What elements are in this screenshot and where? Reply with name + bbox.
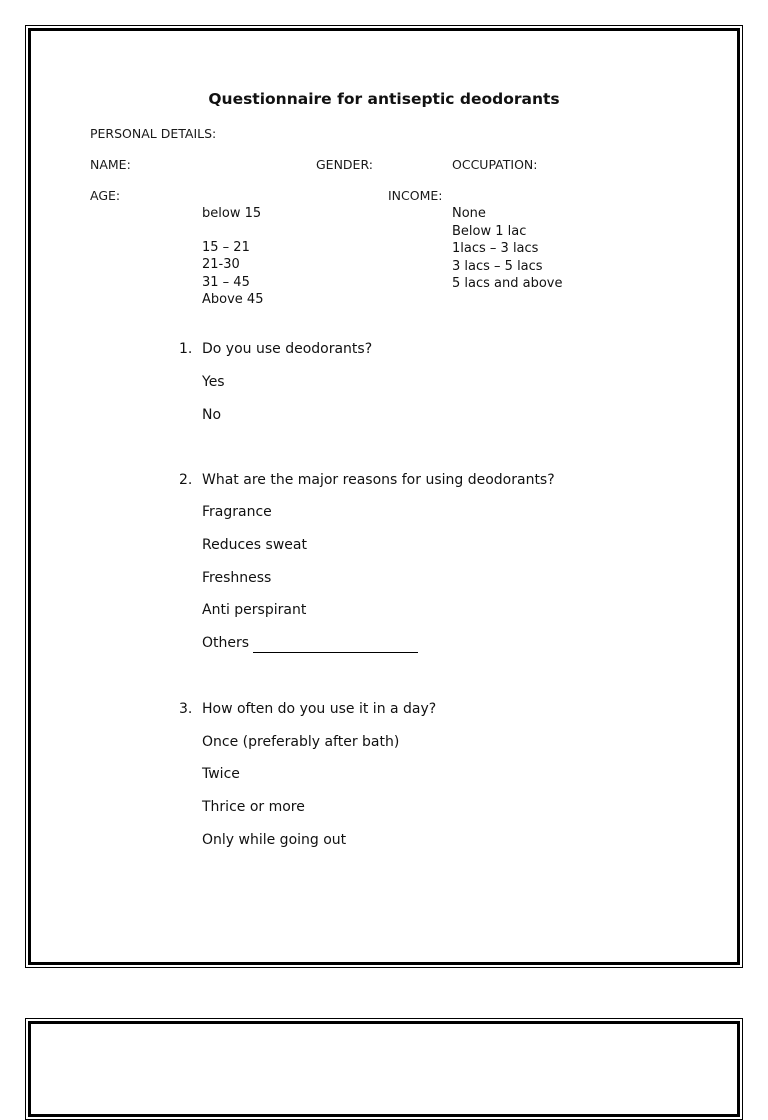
gender-label: GENDER: — [316, 157, 373, 172]
answer-option: Thrice or more — [202, 799, 305, 815]
income-option: None — [452, 206, 486, 221]
income-option: 5 lacs and above — [452, 276, 563, 291]
question-number: 2. — [179, 472, 193, 488]
income-option: 1lacs – 3 lacs — [452, 241, 539, 256]
answer-option: Twice — [202, 766, 240, 782]
occupation-label: OCCUPATION: — [452, 157, 538, 172]
next-page-border — [28, 1021, 740, 1117]
income-option: Below 1 lac — [452, 224, 527, 239]
answer-option: No — [202, 407, 222, 423]
personal-details-heading: PERSONAL DETAILS: — [90, 126, 217, 141]
question-text: How often do you use it in a day? — [202, 701, 437, 717]
question-text: Do you use deodorants? — [202, 341, 373, 357]
document-title: Questionnaire for antiseptic deodorants — [208, 90, 560, 108]
age-option: 15 – 21 — [202, 240, 250, 255]
document-page — [25, 25, 743, 968]
name-label: NAME: — [90, 157, 131, 172]
question-number: 3. — [179, 701, 193, 717]
age-label: AGE: — [90, 188, 121, 203]
age-option: Above 45 — [202, 292, 264, 307]
income-label: INCOME: — [388, 188, 443, 203]
question-number: 1. — [179, 341, 193, 357]
answer-option: Only while going out — [202, 832, 347, 848]
answer-option: Yes — [202, 374, 225, 390]
answer-option: Reduces sweat — [202, 537, 307, 553]
answer-option: Fragrance — [202, 504, 272, 520]
answer-option: Freshness — [202, 570, 272, 586]
answer-option: Once (preferably after bath) — [202, 734, 400, 750]
answer-option: Anti perspirant — [202, 602, 307, 618]
income-option: 3 lacs – 5 lacs — [452, 259, 543, 274]
others-blank-line — [253, 652, 418, 653]
next-document-page — [25, 1018, 743, 1120]
question-text: What are the major reasons for using deodorants? — [202, 472, 555, 488]
age-option: 21-30 — [202, 257, 240, 272]
answer-option: Others — [202, 635, 250, 651]
age-option: 31 – 45 — [202, 275, 250, 290]
page-border — [28, 28, 740, 965]
age-option: below 15 — [202, 206, 262, 221]
